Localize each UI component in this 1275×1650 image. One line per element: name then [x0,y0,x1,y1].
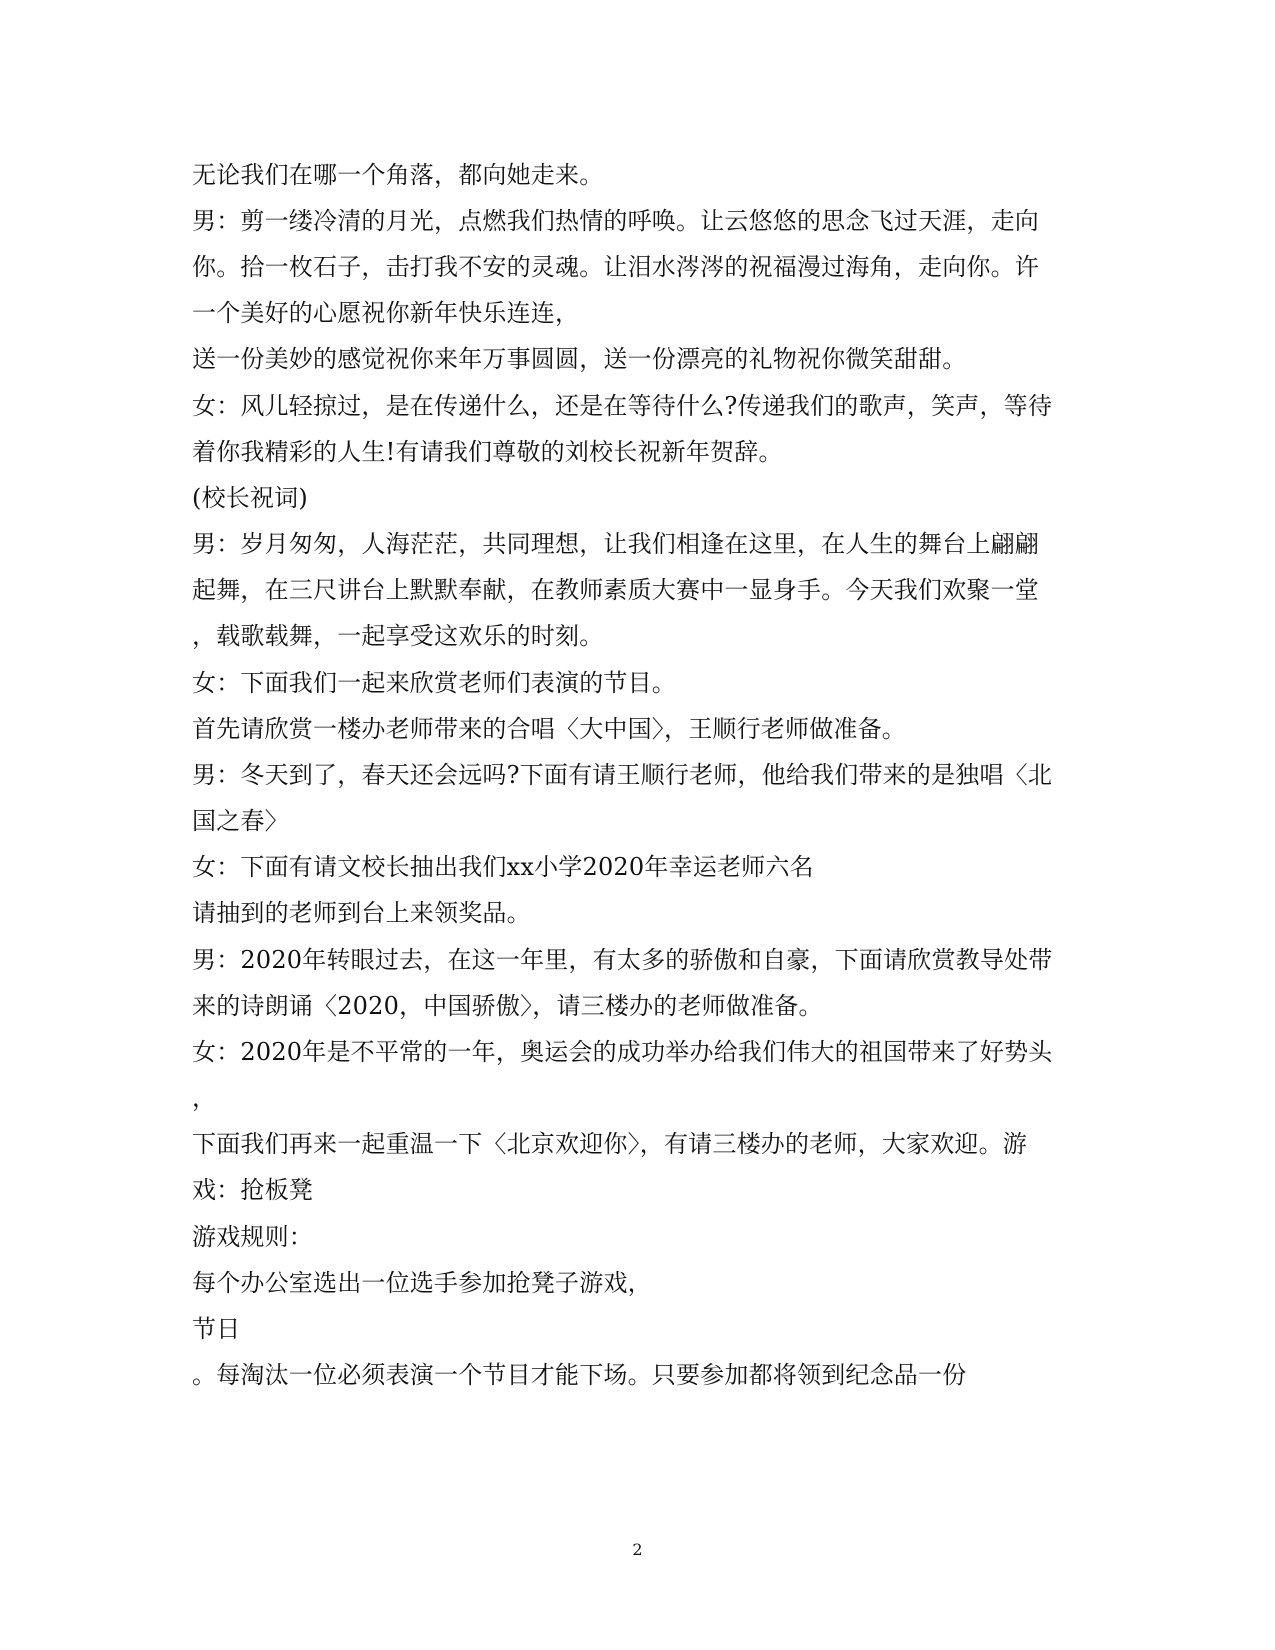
text-line: (校长祝词) [192,484,308,512]
text-line: 游戏规则： [192,1223,313,1251]
text-line: 男：2020年转眼过去，在这一年里，有太多的骄傲和自豪，下面请欣赏教导处带 [192,946,1053,974]
text-line: 男：剪一缕冷清的月光，点燃我们热情的呼唤。让云悠悠的思念飞过天涯，走向 [192,207,1039,235]
text-line: 男：冬天到了，春天还会远吗?下面有请王顺行老师，他给我们带来的是独唱〈北 [192,761,1053,789]
text-line: 女：下面有请文校长抽出我们xx小学2020年幸运老师六名 [192,853,814,881]
text-line: 你。拾一枚石子，击打我不安的灵魂。让泪水涔涔的祝福漫过海角，走向你。许 [192,253,1039,281]
text-line: 一个美好的心愿祝你新年快乐连连， [192,299,580,327]
text-line: 请抽到的老师到台上来领奖品。 [192,899,531,927]
text-line: 女：2020年是不平常的一年，奥运会的成功举办给我们伟大的祖国带来了好势头 [192,1038,1053,1066]
text-line: 戏：抢板凳 [192,1176,313,1204]
text-line: 男：岁月匆匆，人海茫茫，共同理想，让我们相逢在这里，在人生的舞台上翩翩 [192,530,1039,558]
text-line: 来的诗朗诵〈2020，中国骄傲〉，请三楼办的老师做准备。 [192,992,823,1020]
text-line: ，载歌载舞，一起享受这欢乐的时刻。 [192,622,604,650]
text-line: 首先请欣赏一楼办老师带来的合唱〈大中国〉，王顺行老师做准备。 [192,715,906,743]
text-line: 无论我们在哪一个角落，都向她走来。 [192,161,604,189]
text-line: 节日 [192,1315,241,1343]
text-line: 国之春〉 [192,807,289,835]
text-line: 。每淘汰一位必须表演一个节目才能下场。只要参加都将领到纪念品一份 [192,1361,967,1389]
text-line: 送一份美妙的感觉祝你来年万事圆圆，送一份漂亮的礼物祝你微笑甜甜。 [192,345,967,373]
text-line: 着你我精彩的人生!有请我们尊敬的刘校长祝新年贺辞。 [192,438,783,466]
text-line: 下面我们再来一起重温一下〈北京欢迎你〉，有请三楼办的老师，大家欢迎。游 [192,1130,1027,1158]
text-line: 每个办公室选出一位选手参加抢凳子游戏， [192,1269,652,1297]
page-number: 2 [632,1540,643,1559]
text-line: ， [192,1084,217,1112]
text-line: 女：下面我们一起来欣赏老师们表演的节目。 [192,669,676,697]
text-line: 女：风儿轻掠过，是在传递什么，还是在等待什么?传递我们的歌声，笑声，等待 [192,392,1053,420]
text-line: 起舞，在三尺讲台上默默奉献，在教师素质大赛中一显身手。今天我们欢聚一堂 [192,576,1039,604]
